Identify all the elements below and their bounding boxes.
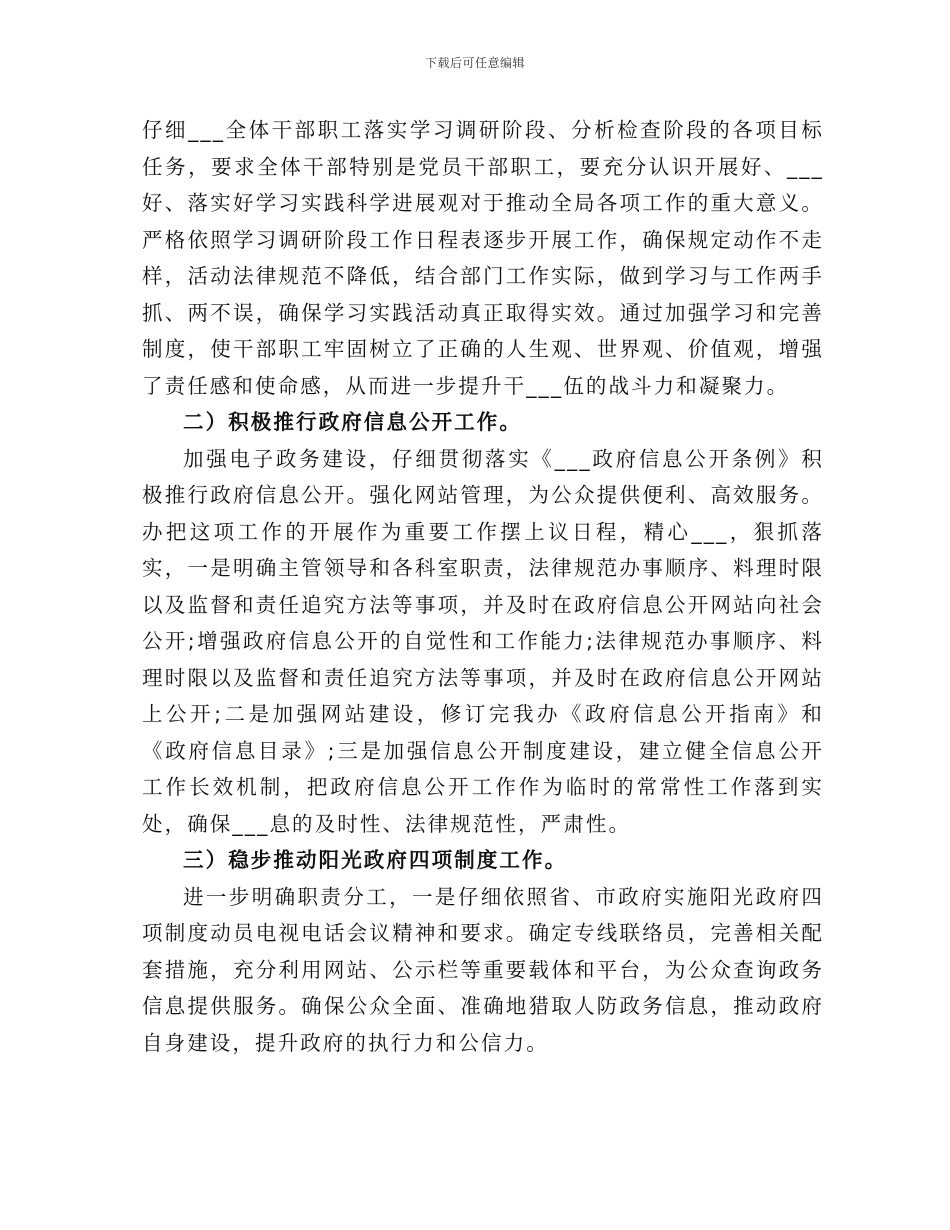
section-heading-3: 三）稳步推动阳光政府四项制度工作。 bbox=[183, 848, 568, 872]
page-header: 下载后可任意编辑 bbox=[424, 56, 525, 70]
document-body bbox=[142, 112, 824, 1061]
paragraph-3: 进一步明确职责分工，一是仔细依照省、市政府实施阳光政府四项制度动员电视电话会议精神和要求。确定专线联络员，完善相关配套措施，充分利用网站、公示栏等重要载体和平台，为公众查询政务信息提供服务。确保公众全面、准确地猎取人防政务信息，推动政府自身建设，提升政府的执行力和公信力。 bbox=[142, 884, 824, 1055]
paragraph-1: 仔细___全体干部职工落实学习调研阶段、分析检查阶段的各项目标任务，要求全体干部特别是党员干部职工，要充分认识开展好、___好、落实好学习实践科学进展观对于推动全局各项工作的重大意义。严格依照学习调研阶段工作日程表逐步开展工作，确保规定动作不走样，活动法律规范不降低，结合部门工作实际，做到学习与工作两手抓、两不误，确保学习实践活动真正取得实效。通过加强学习和完善制度，使干部职工牢固树立了正确的人生观、世界观、价值观，增强了责任感和使命感，从而进一步提升干___伍的战斗力和凝聚力。 bbox=[142, 118, 824, 398]
paragraph-2: 加强电子政务建设，仔细贯彻落实《___政府信息公开条例》积极推行政府信息公开。强化网站管理，为公众提供便利、高效服务。办把这项工作的开展作为重要工作摆上议日程，精心___，狠抓落实，一是明确主管领导和各科室职责，法律规范办事顺序、料理时限以及监督和责任追究方法等事项，并及时在政府信息公开网站向社会公开;增强政府信息公开的自觉性和工作能力;法律规范办事顺序、料理时限以及监督和责任追究方法等事项，并及时在政府信息公开网站上公开;二是加强网站建设，修订完我办《政府信息公开指南》和《政府信息目录》;三是加强信息公开制度建设，建立健全信息公开工作长效机制，把政府信息公开工作作为临时的常常性工作落到实处，确保___息的及时性、法律规范性，严肃性。 bbox=[142, 446, 824, 836]
section-heading-2: 二）积极推行政府信息公开工作。 bbox=[183, 410, 522, 434]
